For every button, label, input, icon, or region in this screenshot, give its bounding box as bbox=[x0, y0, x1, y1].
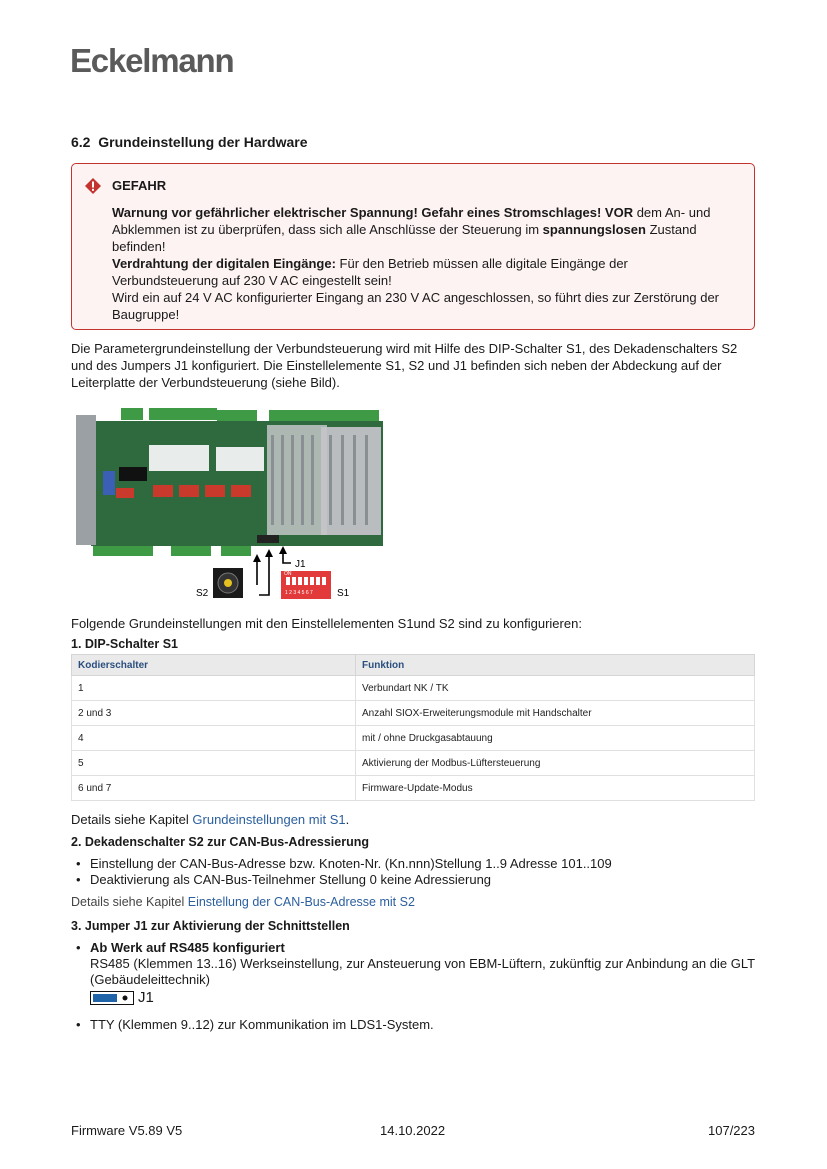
list-item: • Deaktivierung als CAN-Bus-Teilnehmer Stellung 0 keine Adressierung bbox=[71, 872, 761, 888]
j1-bullet-list bbox=[71, 940, 761, 1009]
footer-page-number: 107/223 bbox=[708, 1123, 755, 1138]
cell-funktion: mit / ohne Druckgasabtauung bbox=[356, 726, 755, 751]
cell-kodierschalter: 1 bbox=[72, 676, 356, 701]
label-j1: J1 bbox=[295, 559, 306, 570]
bullet-rs485-title: Ab Werk auf RS485 konfiguriert bbox=[90, 940, 285, 955]
danger-line1-rest: dem An- und Abklemmen ist zu überprüfen, dass sich alle Anschlüsse der Steuerung im bbox=[112, 205, 711, 237]
table-row bbox=[72, 676, 755, 701]
dip-heading: 1. DIP-Schalter S1 bbox=[71, 637, 178, 651]
link-can-bus-adresse-s2[interactable]: Einstellung der CAN-Bus-Adresse mit S2 bbox=[187, 895, 415, 909]
dip-details-prefix: Details siehe Kapitel bbox=[71, 812, 193, 827]
table-row bbox=[72, 776, 755, 801]
j1-bullet-list-2 bbox=[71, 1017, 761, 1033]
link-grundeinstellungen-s1[interactable]: Grundeinstellungen mit S1 bbox=[192, 812, 346, 827]
list-item: • Einstellung der CAN-Bus-Adresse bzw. Knoten-Nr. (Kn.nnn)Stellung 1..9 Adresse 101..109 bbox=[71, 856, 761, 872]
col-header-funktion: Funktion bbox=[356, 655, 755, 676]
s2-details-prefix: Details siehe Kapitel bbox=[71, 895, 188, 909]
danger-text bbox=[112, 204, 737, 323]
danger-line3: Wird ein auf 24 V AC konfigurierter Eingang an 230 V AC angeschlossen, so führt dies zur Zerstörung der Baugruppe! bbox=[112, 290, 720, 322]
jumper-icon bbox=[90, 991, 134, 1005]
s2-heading: 2. Dekadenschalter S2 zur CAN-Bus-Adressierung bbox=[71, 835, 370, 849]
danger-notice bbox=[71, 163, 755, 330]
danger-line1-end: Zustand befinden! bbox=[112, 222, 697, 254]
jumper-graphic bbox=[90, 990, 154, 1006]
footer-firmware: Firmware V5.89 V5 bbox=[71, 1123, 183, 1138]
jumper-label: J1 bbox=[138, 989, 154, 1006]
cell-kodierschalter: 4 bbox=[72, 726, 356, 751]
terminal-blocks-bottom bbox=[93, 546, 251, 556]
warning-diamond-icon bbox=[85, 178, 101, 194]
label-s2: S2 bbox=[196, 588, 209, 599]
eckelmann-logo: Eckelmann bbox=[70, 42, 234, 79]
dip-details bbox=[71, 811, 761, 828]
s2-details bbox=[71, 894, 761, 911]
danger-label: GEFAHR bbox=[112, 178, 167, 193]
dip-numbers: 1 2 3 4 5 6 7 bbox=[285, 590, 313, 596]
cell-funktion: Firmware-Update-Modus bbox=[356, 776, 755, 801]
board-photo bbox=[71, 405, 383, 603]
section-title bbox=[71, 134, 308, 150]
cell-kodierschalter: 6 und 7 bbox=[72, 776, 356, 801]
s2-bullet-list bbox=[71, 856, 761, 888]
list-item bbox=[71, 940, 761, 1009]
label-s1: S1 bbox=[337, 588, 350, 599]
dip-details-suffix: . bbox=[345, 812, 350, 827]
section-number: 6.2 bbox=[71, 134, 91, 150]
j1-heading: 3. Jumper J1 zur Aktivierung der Schnittstellen bbox=[71, 919, 350, 933]
dip-on-label: ON bbox=[284, 571, 292, 577]
rotary-switch-s2 bbox=[213, 568, 243, 598]
danger-line1-bold: Warnung vor gefährlicher elektrischer Spannung! Gefahr eines Stromschlages! VOR bbox=[112, 205, 634, 220]
cell-funktion: Aktivierung der Modbus-Lüftersteuerung bbox=[356, 751, 755, 776]
dip-switch-s1 bbox=[281, 571, 331, 599]
table-row bbox=[72, 726, 755, 751]
cell-funktion: Verbundart NK / TK bbox=[356, 676, 755, 701]
config-intro: Folgende Grundeinstellungen mit den Einstellelementen S1und S2 sind zu konfigurieren: bbox=[71, 616, 582, 631]
danger-line2-rest: Für den Betrieb müssen alle digitale Eingänge der Verbundsteuerung auf 230 V AC eingestellt sein! bbox=[112, 256, 628, 288]
dip-switch-table bbox=[71, 654, 755, 801]
danger-line1-bold2: spannungslosen bbox=[542, 222, 646, 237]
bullet-rs485-text: RS485 (Klemmen 13..16) Werkseinstellung, zur Ansteuerung von EBM-Lüftern, zukünftig zur Anbindung an die GLT (Gebäudeleittechnik) bbox=[90, 956, 755, 987]
table-row bbox=[72, 701, 755, 726]
danger-line2-bold: Verdrahtung der digitalen Eingänge: bbox=[112, 256, 336, 271]
footer-date: 14.10.2022 bbox=[380, 1123, 446, 1138]
table-row bbox=[72, 751, 755, 776]
col-header-kodierschalter: Kodierschalter bbox=[72, 655, 356, 676]
list-item: • TTY (Klemmen 9..12) zur Kommunikation im LDS1-System. bbox=[71, 1017, 761, 1033]
cell-kodierschalter: 2 und 3 bbox=[72, 701, 356, 726]
section-title-text: Grundeinstellung der Hardware bbox=[98, 134, 308, 150]
cell-kodierschalter: 5 bbox=[72, 751, 356, 776]
cell-funktion: Anzahl SIOX-Erweiterungsmodule mit Handschalter bbox=[356, 701, 755, 726]
intro-paragraph: Die Parametergrundeinstellung der Verbundsteuerung wird mit Hilfe des DIP-Schalter S1, des Dekadenschalters S2 und des Jumpers J1 konfiguriert. Die Einstellelemente S1, S2 und J1 befinden sich neben der Abdeckung auf der Leiterplatte der Verbundsteuerung (siehe Bild). bbox=[71, 341, 738, 390]
table-header-row bbox=[72, 655, 755, 676]
